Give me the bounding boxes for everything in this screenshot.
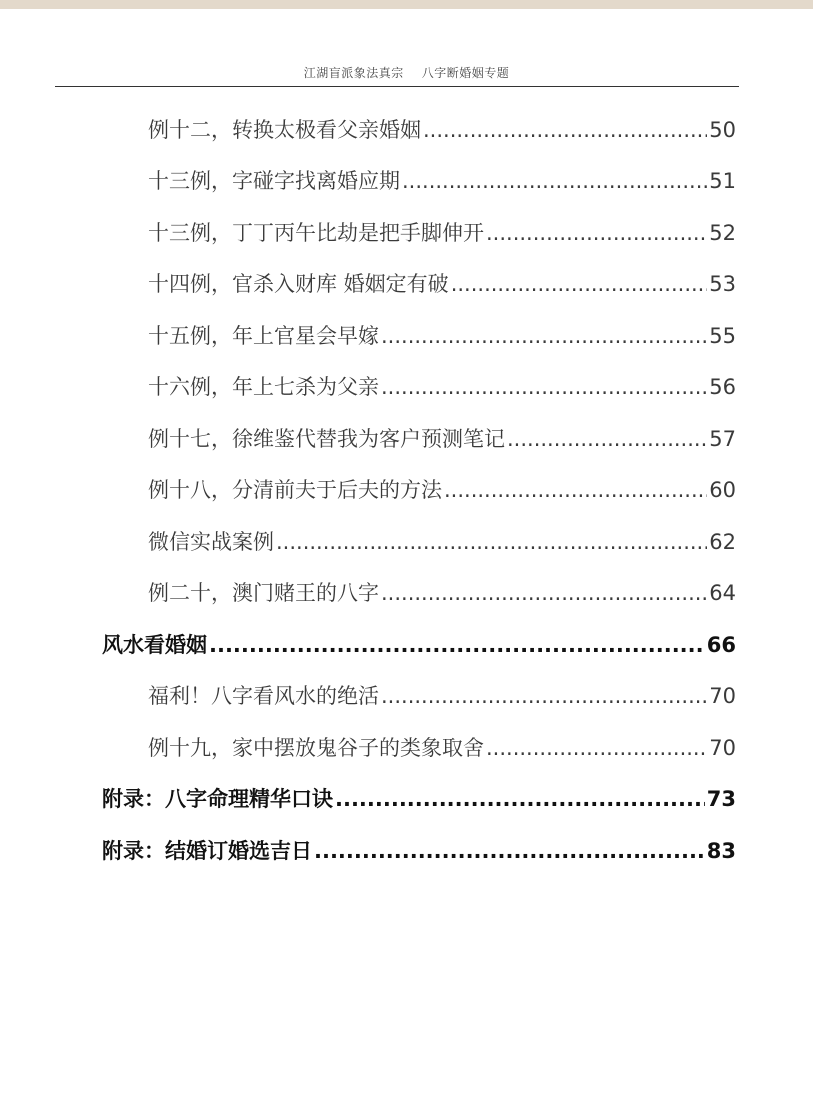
toc-entry-page: 51 xyxy=(709,169,736,193)
toc-entry-title: 十三例，字碰字找离婚应期 xyxy=(148,169,400,193)
toc-entry-title: 例十二，转换太极看父亲婚姻 xyxy=(148,118,421,142)
toc-entry[interactable] xyxy=(148,319,736,353)
toc-entry[interactable] xyxy=(148,576,736,610)
toc-entry-page: 70 xyxy=(709,684,736,708)
toc-entry-page: 50 xyxy=(709,118,736,142)
toc-dot-leader xyxy=(381,370,707,404)
toc-dot-leader xyxy=(381,679,707,713)
toc-dot-leader xyxy=(276,525,707,559)
toc-dot-leader xyxy=(423,113,707,147)
toc-entry-page: 52 xyxy=(709,221,736,245)
toc-entry[interactable] xyxy=(148,113,736,147)
toc-entry-title: 附录：八字命理精华口诀 xyxy=(102,787,333,811)
toc-entry-page: 66 xyxy=(706,633,736,657)
toc-entry-title: 风水看婚姻 xyxy=(102,633,207,657)
toc-entry-page: 60 xyxy=(709,478,736,502)
toc-entry-title: 例十七，徐维鉴代替我为客户预测笔记 xyxy=(148,427,505,451)
toc-entry[interactable] xyxy=(148,525,736,559)
toc-entry-page: 55 xyxy=(709,324,736,348)
toc-dot-leader xyxy=(451,267,708,301)
toc-entry-page: 53 xyxy=(709,272,736,296)
toc-entry-page: 57 xyxy=(709,427,736,451)
header-rule xyxy=(55,86,739,87)
toc-entry-page: 64 xyxy=(709,581,736,605)
toc-dot-leader xyxy=(486,216,707,250)
toc-dot-leader xyxy=(381,319,707,353)
toc-chapter-entry[interactable] xyxy=(102,628,736,662)
toc-dot-leader xyxy=(335,782,705,816)
toc-entry-page: 83 xyxy=(706,839,736,863)
toc-entry-title: 十五例，年上官星会早嫁 xyxy=(148,324,379,348)
toc-entry-title: 微信实战案例 xyxy=(148,530,274,554)
toc-chapter-entry[interactable] xyxy=(102,782,736,816)
toc-dot-leader xyxy=(209,628,705,662)
running-header xyxy=(0,64,813,81)
toc-entry-page: 73 xyxy=(706,787,736,811)
toc-entry[interactable] xyxy=(148,422,736,456)
header-subtitle: 八字断婚姻专题 xyxy=(421,66,510,80)
toc-entry-title: 十四例，官杀入财库 婚姻定有破 xyxy=(148,272,449,296)
toc-dot-leader xyxy=(486,731,707,765)
toc-entry-title: 例十八，分清前夫于后夫的方法 xyxy=(148,478,442,502)
toc-entry-title: 十三例，丁丁丙午比劫是把手脚伸开 xyxy=(148,221,484,245)
toc-dot-leader xyxy=(507,422,707,456)
toc-dot-leader xyxy=(314,834,705,868)
toc-entry[interactable] xyxy=(148,370,736,404)
toc-entry[interactable] xyxy=(148,679,736,713)
toc-entry-page: 62 xyxy=(709,530,736,554)
toc-entry[interactable] xyxy=(148,267,736,301)
toc-dot-leader xyxy=(402,164,707,198)
toc-entry[interactable] xyxy=(148,731,736,765)
toc-entry-title: 福利！八字看风水的绝活 xyxy=(148,684,379,708)
toc-entry[interactable] xyxy=(148,473,736,507)
toc-entry[interactable] xyxy=(148,164,736,198)
header-book-title: 江湖盲派象法真宗 xyxy=(303,66,404,80)
toc-dot-leader xyxy=(444,473,707,507)
toc-entry-title: 例十九，家中摆放鬼谷子的类象取舍 xyxy=(148,736,484,760)
toc-entry[interactable] xyxy=(148,216,736,250)
toc-entry-page: 70 xyxy=(709,736,736,760)
toc-entry-page: 56 xyxy=(709,375,736,399)
toc-dot-leader xyxy=(381,576,707,610)
toc-entry-title: 十六例，年上七杀为父亲 xyxy=(148,375,379,399)
toc-chapter-entry[interactable] xyxy=(102,834,736,868)
toc-entry-title: 附录：结婚订婚选吉日 xyxy=(102,839,312,863)
page-top-border xyxy=(0,0,813,9)
toc-entry-title: 例二十，澳门赌王的八字 xyxy=(148,581,379,605)
